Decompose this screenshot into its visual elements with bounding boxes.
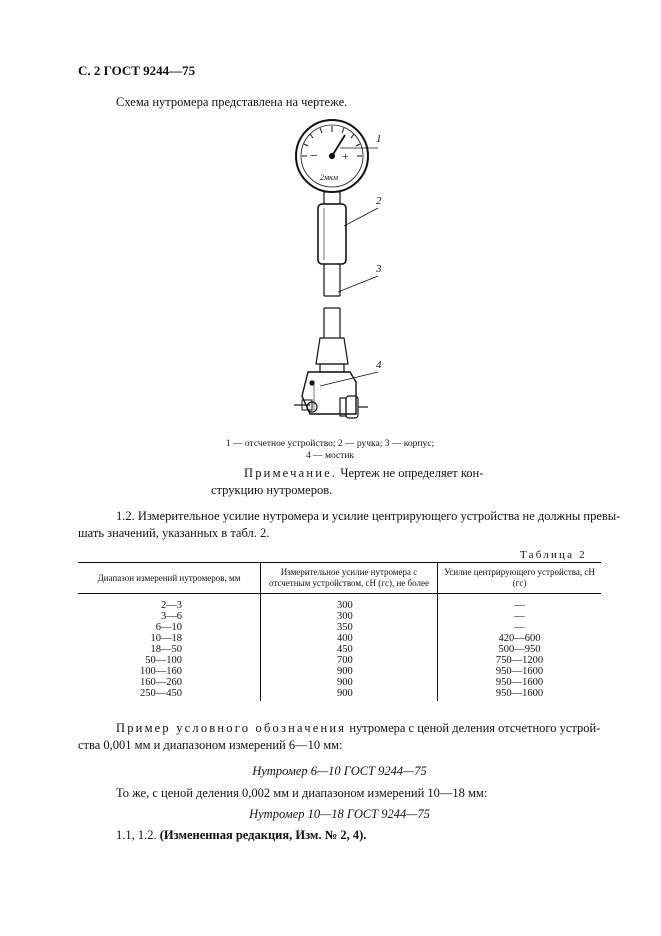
cell-centering-force: — <box>438 622 602 633</box>
note-label: Примечание. <box>244 466 338 480</box>
dial-scale-label: 2мкм <box>320 173 338 182</box>
figure-caption-line2: 4 — мостик <box>305 451 355 461</box>
amendment-prefix: 1.1, 1.2. <box>116 828 160 842</box>
callout-3: 3 <box>376 263 382 275</box>
same-text: То же, с ценой деления 0,002 мм и диапазоном измерений 10—18 мм: <box>116 786 488 800</box>
note-text-cont: струкцию нутромеров. <box>211 483 333 497</box>
cell-range: 3—6 <box>161 611 182 622</box>
cell-measuring-force: 300 <box>261 594 438 612</box>
table-row <box>78 688 601 701</box>
figure-caption-line1: 1 — отсчетное устройство; 2 — ручка; 3 — корпус; <box>225 439 435 449</box>
cell-range: 50—100 <box>145 655 182 666</box>
bore-gauge-drawing <box>280 118 400 428</box>
cell-measuring-force: 900 <box>261 666 438 677</box>
para-1-2-line1: 1.2. Измерительное усилие нутромера и усилие центрирующего устройства не должны превы- <box>116 509 621 523</box>
dial-plus: + <box>342 149 349 163</box>
table-caption: Таблица 2 <box>520 549 587 561</box>
cell-centering-force: 950—1600 <box>438 666 602 677</box>
header-measuring-force: Измерительное усилие нутромера с отсчетным устройством, сН (гс), не более <box>261 563 438 594</box>
example-para <box>116 720 600 737</box>
table-row <box>78 655 601 666</box>
note-text: Чертеж не определяет кон- <box>337 466 484 480</box>
example-label: Пример условного обозначения <box>116 721 347 735</box>
example-text-cont: ства 0,001 мм и диапазоном измерений 6—10 мм: <box>78 738 343 752</box>
intro-text: Схема нутромера представлена на чертеже. <box>116 95 348 109</box>
amendment-text: (Измененная редакция, Изм. № 2, 4). <box>159 828 367 842</box>
cell-range: 100—160 <box>140 666 182 677</box>
cell-range: 10—18 <box>150 633 182 644</box>
cell-measuring-force: 450 <box>261 644 438 655</box>
para-1-2-line2: шать значений, указанных в табл. 2. <box>78 526 270 540</box>
header-centering-force: Усилие центрирующего устройства, сН (гс) <box>438 563 602 594</box>
amendment-note <box>116 827 366 844</box>
table-header-row <box>78 563 601 594</box>
table-row <box>78 633 601 644</box>
cell-centering-force: 950—1600 <box>438 688 602 701</box>
cell-centering-force: — <box>438 611 602 622</box>
callout-1: 1 <box>376 133 382 145</box>
table-row <box>78 611 601 622</box>
cell-centering-force: — <box>438 594 602 612</box>
cell-range: 160—260 <box>140 677 182 688</box>
force-table <box>78 562 601 701</box>
callout-4: 4 <box>376 359 382 371</box>
table-row <box>78 666 601 677</box>
cell-centering-force: 500—950 <box>438 644 602 655</box>
table-row <box>78 594 601 612</box>
callout-2: 2 <box>376 195 382 207</box>
cell-centering-force: 750—1200 <box>438 655 602 666</box>
note <box>244 465 483 482</box>
table-row <box>78 677 601 688</box>
cell-range: 6—10 <box>155 622 182 633</box>
cell-measuring-force: 350 <box>261 622 438 633</box>
cell-range: 250—450 <box>140 688 182 699</box>
page-header: С. 2 ГОСТ 9244—75 <box>78 63 196 78</box>
dial-minus: − <box>310 149 318 164</box>
cell-range: 18—50 <box>150 644 182 655</box>
cell-centering-force: 950—1600 <box>438 677 602 688</box>
designation-1: Нутромер 6—10 ГОСТ 9244—75 <box>252 764 427 778</box>
designation-2: Нутромер 10—18 ГОСТ 9244—75 <box>249 807 430 821</box>
cell-measuring-force: 400 <box>261 633 438 644</box>
cell-measuring-force: 300 <box>261 611 438 622</box>
cell-centering-force: 420—600 <box>438 633 602 644</box>
cell-range: 2—3 <box>161 600 182 611</box>
table-row <box>78 644 601 655</box>
header-range: Диапазон измерений нутромеров, мм <box>78 563 261 594</box>
cell-measuring-force: 900 <box>261 677 438 688</box>
cell-measuring-force: 700 <box>261 655 438 666</box>
cell-measuring-force: 900 <box>261 688 438 701</box>
table-row <box>78 622 601 633</box>
example-text: нутромера с ценой деления отсчетного устрой- <box>346 721 601 735</box>
